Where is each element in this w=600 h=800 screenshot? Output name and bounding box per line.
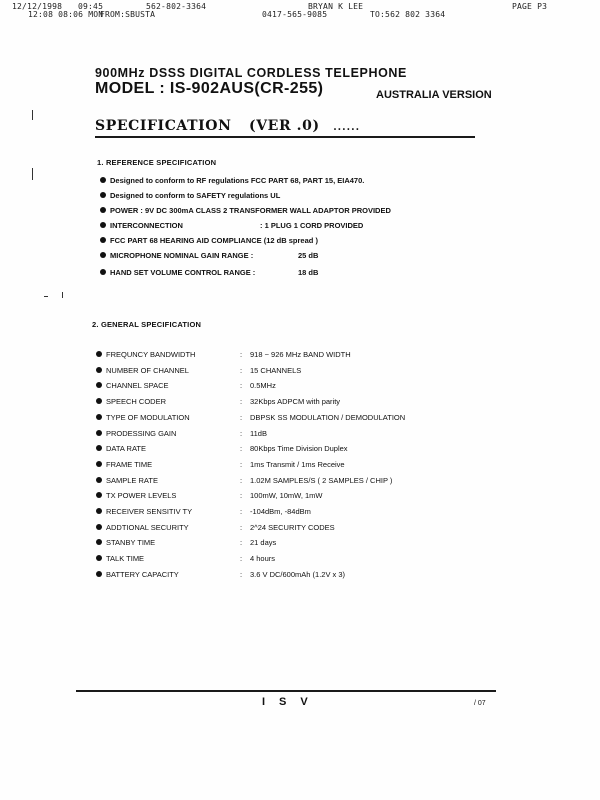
fax-to: TO:562 802 3364 [370, 10, 446, 19]
bullet-icon [100, 177, 106, 183]
spec-value: 15 CHANNELS [250, 365, 302, 375]
spec-label: FRAME TIME [96, 460, 152, 469]
spec-label: TALK TIME [96, 554, 144, 563]
fax-phone: 562-802-3364 [146, 2, 207, 11]
reference-value: : 1 PLUG 1 CORD PROVIDED [260, 221, 364, 230]
bullet-icon [100, 252, 106, 258]
bullet-icon [96, 477, 102, 483]
list-item [100, 191, 280, 200]
spec-value: 3.6 V DC/600mAh (1.2V x 3) [250, 569, 346, 579]
separator: : [240, 365, 243, 375]
separator: : [240, 507, 243, 516]
reference-text: POWER : 9V DC 300mA CLASS 2 TRANSFORMER WALL ADAPTOR PROVIDED [110, 206, 391, 215]
spec-value: DBPSK SS MODULATION / DEMODULATION [250, 412, 406, 422]
spec-label: SPEECH CODER [96, 397, 166, 406]
spec-value: 32Kbps ADPCM with parity [250, 397, 341, 407]
reference-text: INTERCONNECTION [110, 221, 183, 230]
general-section-title: 2. GENERAL SPECIFICATION [92, 320, 202, 329]
reference-section-title: 1. REFERENCE SPECIFICATION [97, 158, 217, 167]
version-tag: AUSTRALIA VERSION [376, 89, 492, 101]
spec-heading [95, 118, 360, 134]
separator: : [240, 475, 243, 485]
reference-text: HAND SET VOLUME CONTROL RANGE : [110, 268, 256, 277]
reference-value: 18 dB [298, 268, 319, 277]
separator: : [240, 444, 243, 454]
spec-value: 2^24 SECURITY CODES [250, 522, 335, 532]
bullet-icon [100, 222, 106, 228]
bullet-icon [96, 524, 102, 530]
separator: : [240, 412, 243, 422]
spec-label: PRODESSING GAIN [96, 429, 176, 438]
scan-mark [62, 292, 63, 298]
separator: : [240, 538, 243, 548]
list-item [100, 268, 319, 277]
bullet-icon [100, 237, 106, 243]
bullet-icon [100, 207, 106, 213]
fax-from: FROM:SBUSTA [100, 10, 156, 19]
spec-label: DATA RATE [96, 444, 146, 453]
spec-value: 80Kbps Time Division Duplex [250, 444, 348, 454]
bullet-icon [100, 269, 106, 275]
bullet-icon [96, 398, 102, 404]
spec-value: 4 hours [250, 554, 276, 564]
spec-label: RECEIVER SENSITIV TY [96, 507, 192, 516]
fax-sender: BRYAN K LEE [308, 2, 364, 11]
reference-text: Designed to conform to RF regulations FCC PART 68, PART 15, EIA470. [110, 176, 365, 185]
separator: : [240, 491, 243, 501]
bullet-icon [96, 382, 102, 388]
bullet-icon [96, 571, 102, 577]
spec-label: SAMPLE RATE [96, 476, 158, 485]
reference-text: Designed to conform to SAFETY regulations UL [110, 191, 281, 200]
list-item [100, 176, 364, 185]
spec-label: FREQUNCY BANDWIDTH [96, 350, 195, 359]
spec-label: TYPE OF MODULATION [96, 413, 190, 422]
separator: : [240, 397, 243, 407]
spec-value: 1ms Transmit / 1ms Receive [250, 459, 345, 469]
heading-underline [95, 136, 475, 138]
separator: : [240, 350, 243, 359]
list-item [100, 251, 319, 260]
separator: : [240, 554, 243, 564]
spec-value: 21 days [250, 538, 277, 548]
product-title: 900MHz DSSS DIGITAL CORDLESS TELEPHONE [95, 66, 407, 80]
fax-time: 09:45 [78, 2, 104, 11]
scan-mark [44, 296, 48, 297]
separator: : [240, 428, 243, 438]
separator: : [240, 381, 243, 391]
fax-number: 0417-565-9085 [262, 10, 328, 19]
spec-heading-text: SPECIFICATION [95, 118, 232, 134]
bullet-icon [100, 192, 106, 198]
separator: : [240, 569, 243, 579]
spec-label: STANBY TIME [96, 538, 155, 547]
spec-value: 1.02M SAMPLES/S ( 2 SAMPLES / CHIP ) [250, 475, 393, 485]
reference-text: MICROPHONE NOMINAL GAIN RANGE : [110, 251, 254, 260]
footer-brand: ISV [262, 696, 322, 708]
scan-mark [32, 168, 33, 180]
reference-value: 25 dB [298, 251, 319, 260]
spec-version: (VER .0) [248, 118, 320, 134]
spec-dots: ...... [333, 122, 361, 133]
spec-label: CHANNEL SPACE [96, 381, 169, 390]
bullet-icon [96, 555, 102, 561]
list-item [100, 206, 391, 215]
bullet-icon [96, 508, 102, 514]
separator: : [240, 459, 243, 469]
spec-value: 11dB [250, 428, 267, 438]
bullet-icon [96, 351, 102, 357]
spec-value: 918 ~ 926 MHz BAND WIDTH [250, 350, 351, 359]
bullet-icon [96, 492, 102, 498]
list-item [100, 221, 364, 230]
scan-mark [32, 110, 33, 120]
fax-stamp: 12:08 08:06 MON [28, 10, 104, 19]
list-item [100, 236, 318, 245]
bullet-icon [96, 539, 102, 545]
reference-text: FCC PART 68 HEARING AID COMPLIANCE (12 dB spread ) [110, 236, 318, 245]
fax-page-number: PAGE P3 [512, 2, 548, 11]
bullet-icon [96, 430, 102, 436]
footer-page-number: / 07 [474, 700, 486, 707]
spec-label: NUMBER OF CHANNEL [96, 366, 189, 375]
spec-value: 100mW, 10mW, 1mW [250, 491, 323, 501]
fax-date: 12/12/1998 [12, 2, 63, 11]
bullet-icon [96, 445, 102, 451]
separator: : [240, 522, 243, 532]
spec-value: 0.5MHz [250, 381, 276, 391]
footer-rule [76, 690, 496, 692]
spec-label: ADDTIONAL SECURITY [96, 523, 189, 532]
spec-value: -104dBm, -84dBm [250, 507, 311, 516]
model-title: MODEL : IS-902AUS(CR-255) [95, 80, 324, 97]
spec-label: TX POWER LEVELS [96, 491, 176, 500]
bullet-icon [96, 367, 102, 373]
spec-label: BATTERY CAPACITY [96, 570, 179, 579]
bullet-icon [96, 414, 102, 420]
bullet-icon [96, 461, 102, 467]
